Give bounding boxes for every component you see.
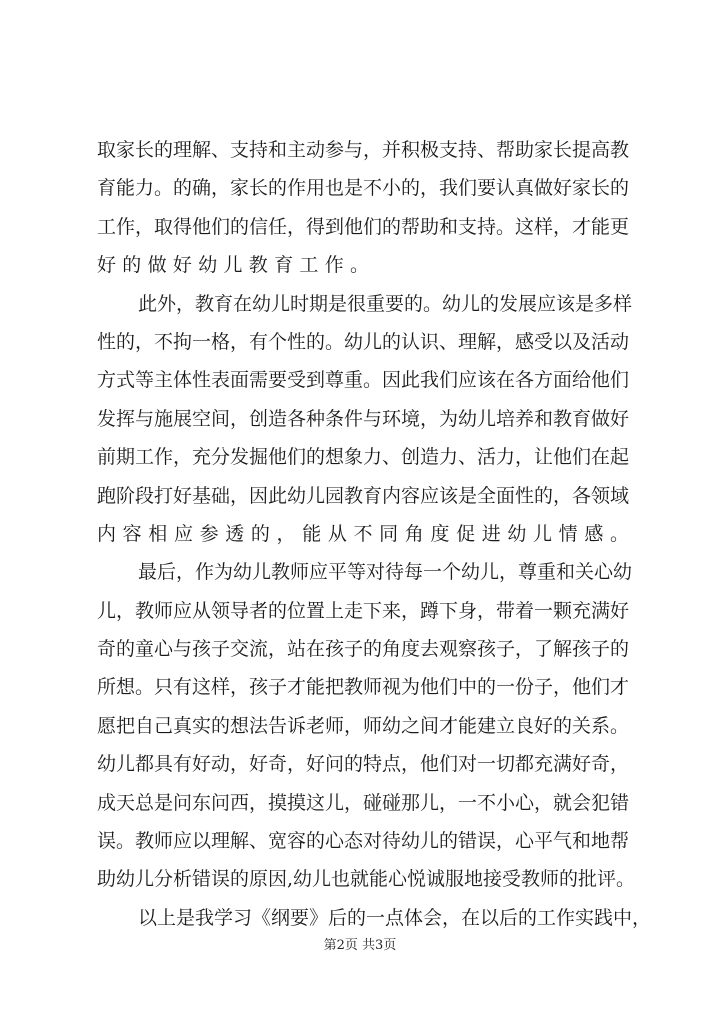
- text-line: 内容相应参透的，能从不同角度促进幼儿情感。: [97, 522, 629, 545]
- text-line: 前期工作，充分发掘他们的想象力、创造力、活力，让他们在起: [97, 446, 630, 469]
- text-line: 误。教师应以理解、宽容的心态对待幼儿的错误，心平气和地帮: [97, 830, 630, 853]
- text-line: 好的做好幼儿教育工作。: [97, 254, 376, 277]
- text-line: 奇的童心与孩子交流，站在孩子的角度去观察孩子，了解孩子的: [97, 638, 630, 661]
- text-line: 工作，取得他们的信任，得到他们的帮助和支持。这样，才能更: [97, 215, 630, 238]
- text-line: 发挥与施展空间，创造各种条件与环境，为幼儿培养和教育做好: [97, 407, 630, 430]
- page-footer: 第2页 共3页: [323, 938, 397, 953]
- text-line: 取家长的理解、支持和主动参与，并积极支持、帮助家长提高教: [97, 139, 630, 161]
- document-body: [97, 131, 652, 937]
- text-line: 性的，不拘一格，有个性的。幼儿的认识、理解，感受以及活动: [97, 330, 630, 353]
- text-line: 跑阶段打好基础，因此幼儿园教育内容应该是全面性的，各领域: [97, 484, 630, 507]
- text-line: 儿，教师应从领导者的位置上走下来，蹲下身，带着一颗充满好: [97, 599, 630, 622]
- text-line: 最后，作为幼儿教师应平等对待每一个幼儿，尊重和关心幼: [138, 561, 633, 584]
- text-line: 以上是我学习《纲要》后的一点体会，在以后的工作实践中，: [138, 906, 652, 929]
- text-line: 助幼儿分析错误的原因,幼儿也就能心悦诚服地接受教师的批评。: [97, 868, 636, 891]
- text-line: 愿把自己真实的想法告诉老师，师幼之间才能建立良好的关系。: [97, 714, 630, 737]
- text-line: 成天总是问东问西，摸摸这儿，碰碰那儿，一不小心，就会犯错: [97, 791, 630, 814]
- text-line: 所想。只有这样，孩子才能把教师视为他们中的一份子，他们才: [97, 676, 630, 699]
- text-line: 方式等主体性表面需要受到尊重。因此我们应该在各方面给他们: [97, 369, 630, 392]
- text-line: 此外，教育在幼儿时期是很重要的。幼儿的发展应该是多样: [138, 292, 633, 315]
- text-line: 育能力。的确，家长的作用也是不小的，我们要认真做好家长的: [97, 177, 630, 200]
- text-line: 幼儿都具有好动，好奇，好问的特点，他们对一切都充满好奇，: [97, 753, 630, 776]
